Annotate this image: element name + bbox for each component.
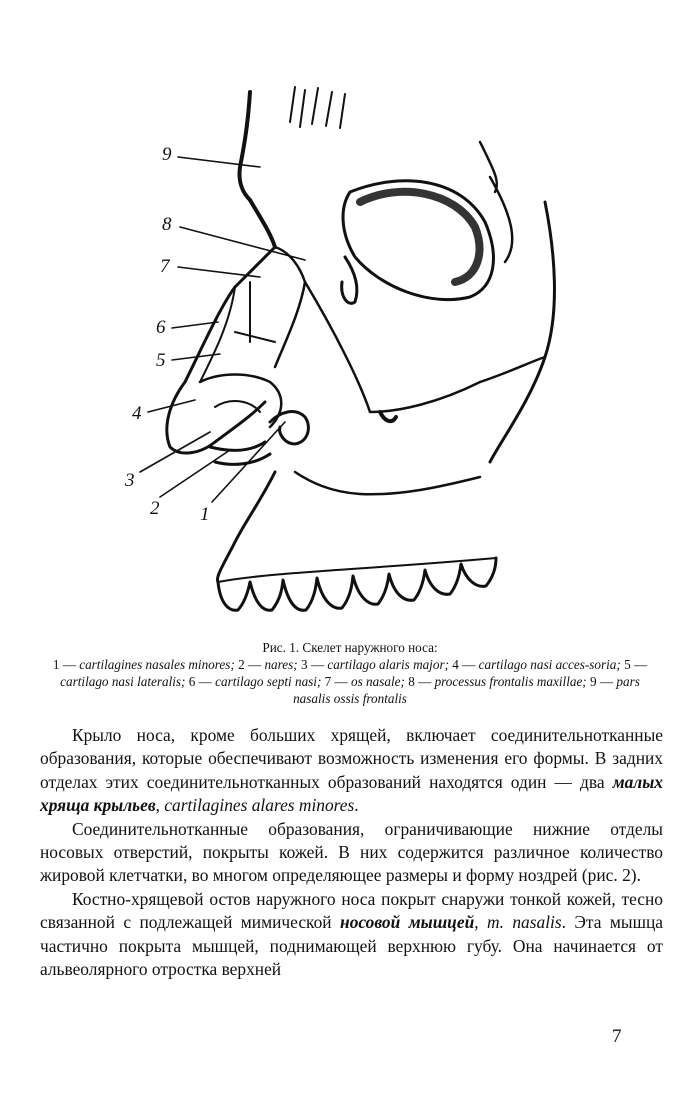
paragraph-3 <box>40 888 663 982</box>
p3-term-bold: носовой мышцей <box>340 912 475 933</box>
caption-num-5: 5 — <box>624 657 648 672</box>
caption-num-7: 7 — <box>324 674 348 689</box>
page-number: 7 <box>612 1026 622 1047</box>
p1-text-2: , <box>155 795 165 816</box>
caption-num-6: 6 — <box>188 674 212 689</box>
p1-term-bold: малых хряща крыльев <box>40 771 663 816</box>
anatomy-figure <box>100 82 570 637</box>
caption-term-2: nares; <box>264 657 298 672</box>
figure-labels <box>124 144 210 525</box>
caption-num-3: 3 — <box>300 657 325 672</box>
p1-text-3: . <box>354 795 359 816</box>
p3-term-latin: m. nasalis <box>487 912 562 933</box>
p3-text-1: Костно-хрящевой остов наружного носа покрыт снаружи тонкой кожей, тесно связанной с подлежащей мимической <box>40 888 663 933</box>
nose-skeleton-drawing <box>100 82 570 637</box>
label-8: 8 <box>162 214 172 235</box>
p3-text-3: . Эта мышца частично покрыта мышцей, поднимающей верхнюю губу. Она начинается от альвеолярного отростка верхней <box>40 912 663 980</box>
caption-num-4: 4 — <box>452 657 476 672</box>
p1-text-1: Крыло носа, кроме больших хрящей, включает соединительнотканные образования, которые обеспечивают возможность изменения его формы. В задних отделах этих соединительнотканных образований находятся один — два <box>40 725 663 792</box>
caption-num-2: 2 — <box>238 657 262 672</box>
label-9: 9 <box>162 144 172 165</box>
caption-term-1: cartilagines nasales minores; <box>79 657 235 672</box>
caption-title: Рис. 1. Скелет наружного носа: <box>262 640 438 655</box>
label-4: 4 <box>132 403 142 424</box>
body-text <box>40 724 663 981</box>
paragraph-1 <box>40 724 663 818</box>
label-3: 3 <box>125 470 135 491</box>
label-5: 5 <box>156 350 166 371</box>
caption-num-1: 1 — <box>52 657 76 672</box>
caption-term-3: cartilago alaris major; <box>327 657 449 672</box>
caption-term-8: processus frontalis maxillae; <box>434 674 587 689</box>
caption-term-7: os nasale; <box>351 674 405 689</box>
caption-num-9: 9 — <box>590 674 614 689</box>
caption-num-8: 8 — <box>408 674 432 689</box>
p1-term-latin: cartilagines alares minores <box>164 795 355 816</box>
p3-text-2: , <box>474 912 488 933</box>
label-6: 6 <box>156 317 166 338</box>
caption-term-4: cartilago nasi acces-soria; <box>478 657 621 672</box>
figure-caption <box>40 639 660 707</box>
label-1: 1 <box>200 504 210 525</box>
label-7: 7 <box>160 256 170 277</box>
caption-term-5: cartilago nasi lateralis; <box>60 674 186 689</box>
caption-term-9: pars nasalis ossis frontalis <box>293 674 640 706</box>
label-2: 2 <box>150 498 160 519</box>
paragraph-2: Соединительнотканные образования, ограничивающие нижние отделы носовых отверстий, покрыты кожей. В них содержится различное количество жировой клетчатки, во многом определяющее размеры и форму ноздрей (рис. 2). <box>40 818 663 886</box>
caption-term-6: cartilago septi nasi; <box>215 674 322 689</box>
